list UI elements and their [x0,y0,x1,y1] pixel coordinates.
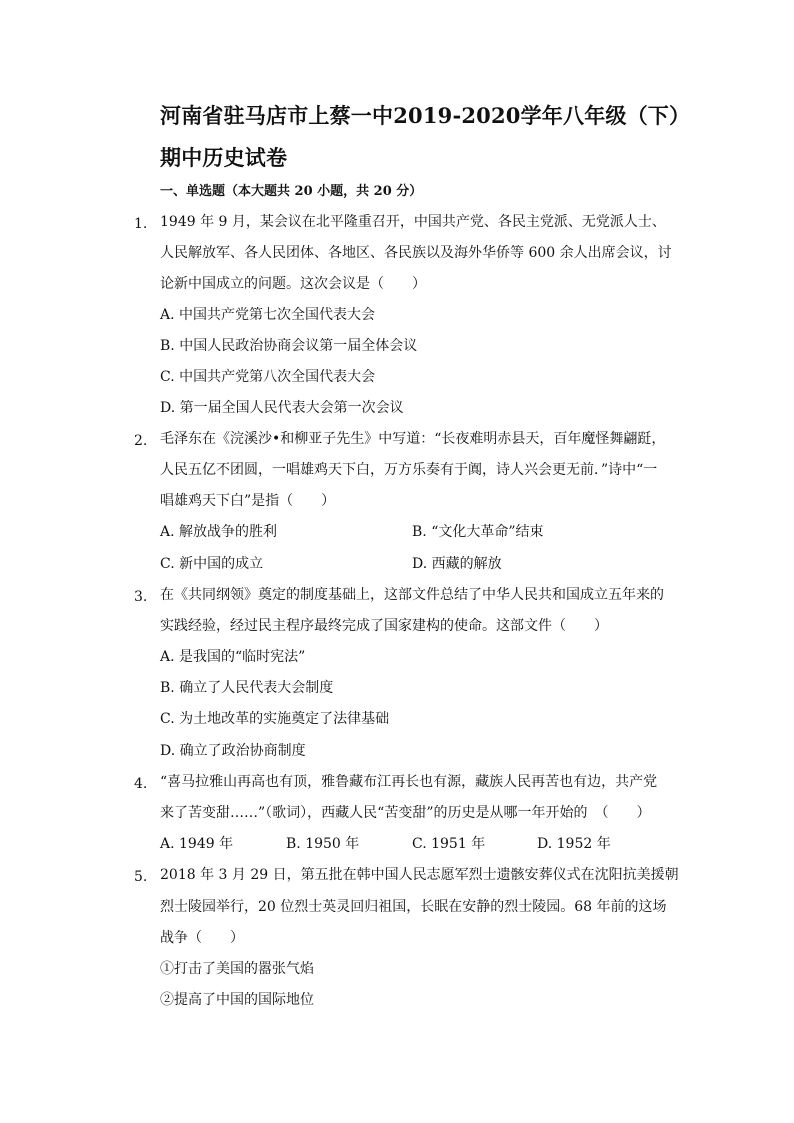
option-b: B. 1950 年 [286,836,360,852]
question-text-line: 实践经验，经过民主程序最终完成了国家建构的使命。这部文件（ ） [160,618,608,634]
question-text-line: 论新中国成立的问题。这次会议是（ ） [160,276,426,292]
question-text-line: “喜马拉雅山再高也有顶，雅鲁藏布江再长也有源，藏族人民再苦也有边，共产党 [160,774,658,790]
statement-2: ②提高了中国的国际地位 [160,992,314,1008]
option-c: C. 1951 年 [412,836,486,852]
question-text-line: 1949 年 9 月，某会议在北平隆重召开，中国共产党、各民主党派、无党派人士、 [160,214,666,230]
option-d: D. 确立了政治协商制度 [160,743,306,759]
option-c: C. 中国共产党第八次全国代表大会 [160,369,376,385]
option-b: B. 中国人民政治协商会议第一届全体会议 [160,338,418,354]
exam-title-line-1: 河南省驻马店市上蔡一中2019-2020学年八年级（下） [160,103,691,128]
question-text-line: 毛泽东在《浣溪沙•和柳亚子先生》中写道：“长夜难明赤县天，百年魔怪舞翩跹， [160,431,666,447]
option-d: D. 第一届全国人民代表大会第一次会议 [160,400,404,416]
statement-1: ①打击了美国的嚣张气焰 [160,961,314,977]
question-number: 5. [134,869,148,885]
question-text-line: 2018 年 3 月 29 日，第五批在韩中国人民志愿军烈士遗骸安葬仪式在沈阳抗美援朝 [160,867,679,883]
option-b: B. 确立了人民代表大会制度 [160,680,334,696]
exam-title-line-2: 期中历史试卷 [160,145,288,170]
question-number: 2. [134,433,148,449]
question-text-line: 人民五亿不团圆，一唱雄鸡天下白，万方乐奏有于阗，诗人兴会更无前．”诗中“一 [160,462,658,478]
option-c: C. 新中国的成立 [160,556,264,572]
question-text-line: 来了苦变甜……”（歌词），西藏人民“苦变甜”的历史是从哪一年开始的 （ ） [160,805,651,821]
option-d: D. 西藏的解放 [412,556,502,572]
option-a: A. 中国共产党第七次全国代表大会 [160,307,376,323]
question-number: 3. [134,589,148,605]
option-b: B. “文化大革命”结束 [412,524,544,540]
question-text-line: 人民解放军、各人民团体、各地区、各民族以及海外华侨等 600 余人出席会议，讨 [160,245,672,261]
option-a: A. 1949 年 [160,836,234,852]
question-text-line: 在《共同纲领》奠定的制度基础上，这部文件总结了中华人民共和国成立五年来的 [160,587,664,603]
question-number: 1. [134,216,148,232]
option-d: D. 1952 年 [537,836,611,852]
option-a: A. 是我国的“临时宪法” [160,649,306,665]
option-a: A. 解放战争的胜利 [160,524,278,540]
question-text-line: 战争（ ） [160,930,244,946]
question-text-line: 唱雄鸡天下白”是指（ ） [160,493,336,509]
section-heading: 一、单选题（本大题共 20 小题，共 20 分） [160,184,423,199]
question-text-line: 烈士陵园举行，20 位烈士英灵回归祖国，长眠在安静的烈士陵园。68 年前的这场 [160,899,667,915]
question-number: 4. [134,776,148,792]
option-c: C. 为土地改革的实施奠定了法律基础 [160,711,390,727]
